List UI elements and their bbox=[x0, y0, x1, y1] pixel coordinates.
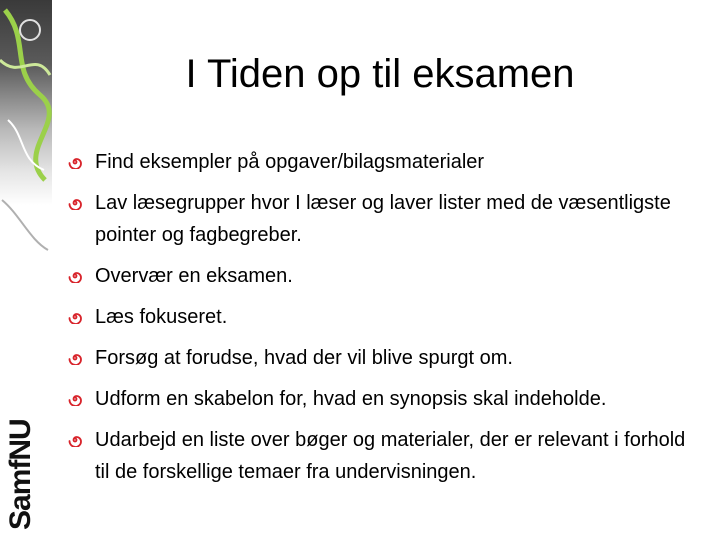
bullet-text: Læs fokuseret. bbox=[95, 306, 228, 328]
bullet-item bbox=[68, 383, 688, 415]
bullet-item bbox=[68, 424, 688, 488]
spiral-bullet-icon bbox=[68, 310, 82, 324]
bullet-text: Udarbejd en liste over bøger og materialer, der er relevant i forhold til de forskellige temaer fra undervisningen. bbox=[95, 429, 686, 483]
bullet-text: Lav læsegrupper hvor I læser og laver lister med de væsentligste pointer og fagbegreber. bbox=[95, 192, 671, 246]
spiral-bullet-icon bbox=[68, 269, 82, 283]
bullet-item bbox=[68, 260, 688, 292]
bullet-text: Overvær en eksamen. bbox=[95, 265, 293, 287]
bullet-item bbox=[68, 146, 688, 178]
bullet-list bbox=[68, 146, 688, 497]
bullet-text: Find eksempler på opgaver/bilagsmaterialer bbox=[95, 151, 485, 173]
spiral-bullet-icon bbox=[68, 433, 82, 447]
spiral-bullet-icon bbox=[68, 196, 82, 210]
bullet-text: Udform en skabelon for, hvad en synopsis skal indeholde. bbox=[95, 388, 607, 410]
brand-logo-text: SamfNU bbox=[4, 419, 37, 530]
bullet-text: Forsøg at forudse, hvad der vil blive spurgt om. bbox=[95, 347, 513, 369]
spiral-bullet-icon bbox=[68, 392, 82, 406]
spiral-bullet-icon bbox=[68, 351, 82, 365]
slide-title: I Tiden op til eksamen bbox=[185, 52, 575, 96]
bullet-item bbox=[68, 342, 688, 374]
bullet-item bbox=[68, 301, 688, 333]
spiral-bullet-icon bbox=[68, 155, 82, 169]
bullet-item bbox=[68, 187, 688, 251]
